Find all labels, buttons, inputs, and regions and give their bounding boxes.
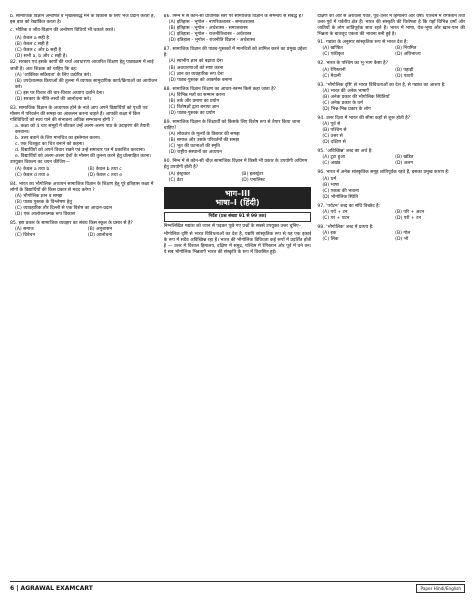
options: (A) केवल a सही है (B) केवल c सही है (C) केवल c और b सही है (D) सभी a, b और c सही है। bbox=[15, 36, 68, 60]
question-88: 88. सामाजिक विज्ञान शिक्षण का आधार-स्तम्भ किसे कहा जाता है? (A) विभिन्न मतों का सम्मान करना (B) तर्क और प्रमाण का प्रयोग (C) विशेषज्ञों द्वारा बनाया ज्ञान (D) पाठ्य-पुस्तक का प्रयोग bbox=[163, 86, 277, 116]
question-94: 94. उत्तर दिशा में भारत की सीमा कहाँ से शुरू होती है? (A) पूर्व से (B) पश्चिम से (C) उत्तर से (D) दक्षिण से bbox=[317, 115, 411, 146]
column-right bbox=[317, 14, 465, 554]
brand-name: 6 | AGRAWAL EXAMCART bbox=[10, 584, 93, 592]
question-90: 90. निम्न में से कौन-सी चीज़ सामाजिक विज्ञान में किसी भी प्रकार के उपयोगी अधिगम हेतु उपयोगी होती है? (A) इंस्ट्रक्टर (B) इलस्ट्रेटर (C) डेटा (D) एनालिस्ट bbox=[163, 159, 308, 183]
passage: भौगोलिक दृष्टि से भारत विविधताओं का देश है, यद्यपि सांस्कृतिक रूप से यह एक इकाई के रूप में सदैव अविच्छिन्न रहा है। भारत की भौगोलिक विविधता कई रूपों में प्रदर्शित होती है — उत्तर में विशाल हिमालय, दक्षिण में समुद्र, पश्चिम में रेगिस्तान और पूर्व में घने वन। ये सब भौगोलिक भिन्नताएँ भारत की संस्कृति के रूप में विकसित हुईं। bbox=[163, 231, 312, 256]
column-left bbox=[10, 14, 158, 554]
question-98: 98. 'भौगोलिक' शब्द में प्रत्यय है: (A) इक (B) गोल (C) लिक (D) भौ bbox=[317, 224, 411, 243]
question-97: 97. 'पर्यटन' शब्द का संधि विच्छेद है: (A) पर्य + टन (B) परि + अटन (C) पर + यटन (D) परी + टन bbox=[317, 203, 425, 221]
question-84: 84. भारत का भौगोलिक अध्ययन सामाजिक विज्ञान के शिक्षण हेतु पूरे इतिहास कक्षा में लोगों के विद्यार्थियों की किस प्रकार से मदद करेगा ? (A) भौगोलिक ज्ञान व समझ (B) पाठ्य पुस्तक के विश्लेषण हेतु (C) व्यावहारिक तौर दिल्ली से एक विशेष का आदान-प्रदान (D) एक आलोचनात्मक रूप विकास bbox=[10, 181, 154, 217]
question-82: 82. सरकार एवं इसके कार्यों की चर्चा अवधारणा आधारित शिक्षण हेतु पाठ्यक्रम में लाई जाती है। अतः शिक्षक को चाहिए कि वह: (A) 'व्यक्तिक सक्रियता' के लिए उत्प्रेरित करे। (B) उपदेशात्मक क्रियाओं की तुलना में व्यापक सामुदायिक कार्य/क्रियाओं का आयोजन करे। (C) इस पर विचार की चार-विचार अध्याय दर्शाने देना। (D) सरकार के नीति-तत्त्वों की आलोचना करे। bbox=[10, 60, 158, 102]
text-line: c. भौतिक व जीव-विज्ञान की अन्वेषण विधियाँ भी चकाते करते। bbox=[10, 28, 115, 34]
passage-continued: दक्षिण की ओर से अरावली पर्वत, पूर्व-उत्तर में हिमालय और वर्षा। पश्चिम में रेगिस्तान तथा उत्तर-पूर्व में पर्वतीय क्षेत्र हैं। भारत की संस्कृति की विशेषता है कि यहाँ विभिन्न धर्मों और जातियों के लोग शांतिपूर्वक साथ रहते हैं। भारत में भाषा, वेश-भूषा और खान-पान की भिन्नता के बावजूद एकता की भावना बनी हुई है। bbox=[317, 14, 466, 38]
question-89: 89. सामाजिक विज्ञान के शिक्षार्थी को किसके लिए विशेष रूप से तैयार किया जाना चाहिए? (A) लोकतंत्र के मूल्यों के विस्तार की समझ (B) समाज और उसके परिवर्तनों की समझ (C) भूत की घटनाओं की स्मृति (D) राष्ट्रीय संस्थानों का अध्ययन bbox=[163, 120, 301, 156]
instruction-box: निर्देश (प्रश्न संख्या 91 से 99 तक) bbox=[164, 212, 312, 222]
paper-badge: Paper Hindi/English bbox=[416, 584, 465, 593]
page-footer bbox=[10, 581, 465, 594]
question-96: 96. भारत में अनेक सांस्कृतिक समूह शांतिपूर्वक रहते हैं, इसका प्रमुख कारण है: (A) धर्म (B) भाषा (C) एकता की भावना (D) भौगोलिक स्थिति bbox=[317, 170, 450, 200]
question-87: 87. सामाजिक विज्ञान की पाठ्य-पुस्तकों में मानचित्रों को शामिल करने का प्रमुख उद्देश्य है: (A) स्थानीय ज्ञान को बढ़ावा देना (B) अवधारणाओं को स्पष्ट करना (C) ज्ञान का व्यवहारिक रूप देना (D) पाठ्य-पुस्तक को आकर्षक बनाना bbox=[163, 47, 307, 83]
question-92: 92. भारत के पश्चिम का भू-भाग कैसा है? (A) रेगिस्तानी (B) पहाड़ी (C) मैदानी (D) पठारी bbox=[317, 61, 414, 79]
question-93: 93. 'भौगोलिक दृष्टि' से भारत विविधताओं का देश है, से गद्यांश का आशय है: (A) भारत की अनेक भाषाएँ (B) अनेक प्रकार की भौगोलिक स्थितियाँ (C) अनेक प्रकार के धर्म (D) भिन्न-भिन्न प्रकार के लोग bbox=[317, 82, 446, 112]
column-middle bbox=[164, 14, 312, 554]
question-95: 95. 'अविच्छिन्न' शब्द का अर्थ है: (A) टूटा हुआ (B) खंडित (C) अखंड (D) अलग bbox=[317, 149, 414, 167]
question-91: 91. गद्यांश के अनुसार सांस्कृतिक रूप से भारत देश है: (A) खण्डित (B) नियमित (C) एकीकृत (D) अविभाज्य bbox=[317, 40, 421, 58]
question-85: 85. इस प्रकार के सामाजिक व्यवहार का संबंध किस स्कूल के प्रसार से है? (A) समाज (B) अनुशासन (C) विवेचन (D) आलोचना bbox=[10, 221, 133, 239]
instruction-text: निम्नलिखित गद्यांश को ध्यान से पढ़कर पूछे गए प्रश्नों के सबसे उपयुक्त उत्तर चुनिए– bbox=[163, 223, 302, 229]
text-line: b. सामाजिक विज्ञान अन्वेषित व शृंखलाबद्ध मन के विकास के लिए भेज प्रदान करता है, इस बात को रेखांकित करता है। bbox=[10, 14, 155, 26]
question-83: 83. सामाजिक विज्ञान के अध्यापक होने के नाते आप अपने विद्यार्थियों को पृथ्वी एवं मौसम में परिवर्तन की समझ का आकलन करना चाहते हैं। आपकी कक्षा में किन गतिविधियों को स्वयं पाने की संभावना अधिक सम्भावना होगी ? a. कक्षा को 4 चार समूहों में बाँटकर उन्हें अलग-अलग पाठ के उदाहरण की तैयारी करवाना। b. उत्तर बताने के लिए मानचित्र का इस्तेमाल करना। c. एक चित्रकूट का चित्र बनाने को कहना। d. विद्यार्थियों को अपने विचार रखने एवं उन्हें समाचार पत्र में प्रकाशित करवाना। e. विद्यार्थियों को अलग-अलग देशों के मौसम की तुलना करने हेतु प्रोत्साहित करना। उपयुक्त विकल्प का चयन कीजिए— (A) केवल a तथा b (B) केवल b तथा c (C) केवल d तथा e (D) केवल c तथा e bbox=[10, 105, 152, 178]
part-heading: भाग–III भाषा–I (हिंदी) bbox=[164, 187, 312, 209]
columns bbox=[10, 14, 465, 554]
question-86: 86. निम्न में से कौन-सा प्राथमिक स्तर पर सामाजिक विज्ञान के समन्वय से संबद्ध है? (A) इतिहास - भूगोल - नागरिकशास्त्र - समाजशास्त्र (B) इतिहास - भूगोल - अर्थशास्त्र - समाजशास्त्र (C) इतिहास - भूगोल - राजनीतिशास्त्र - अर्थशास्त्र (D) इतिहास - भूगोल - राजनीति विज्ञान - अर्थशास्त्र bbox=[163, 14, 304, 44]
